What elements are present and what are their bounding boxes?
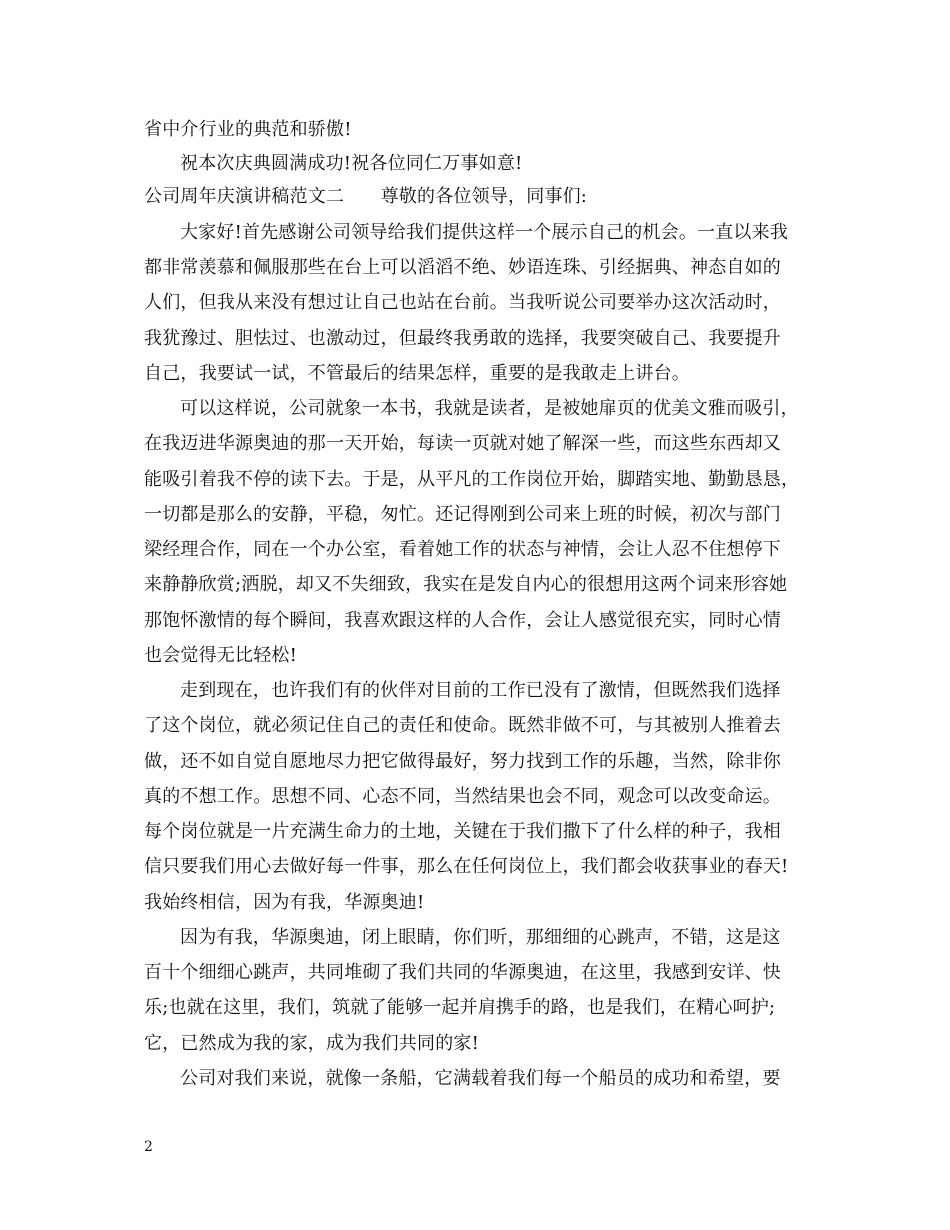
text-line: 梁经理合作，同在一个办公室，看着她工作的状态与神情，会让人忍不住想停下 xyxy=(144,539,781,560)
text-line: 我犹豫过、胆怯过、也激动过，但最终我勇敢的选择，我要突破自己、我要提升 xyxy=(144,328,781,349)
text-line: 信只要我们用心去做好每一件事，那么在任何岗位上，我们都会收获事业的春天! xyxy=(144,856,789,877)
text-line: 百十个细细心跳声，共同堆砌了我们共同的华源奥迪，在这里，我感到安详、快 xyxy=(144,962,781,983)
text-line: 真的不想工作。思想不同、心态不同，当然结果也会不同，观念可以改变命运。 xyxy=(144,786,781,807)
page-number: 2 xyxy=(144,1139,153,1155)
text-line: 自己，我要试一试，不管最后的结果怎样，重要的是我敢走上讲台。 xyxy=(144,363,690,384)
text-line: 因为有我，华源奥迪，闭上眼睛，你们听，那细细的心跳声，不错，这是这 xyxy=(180,927,781,948)
text-line: 可以这样说，公司就象一本书，我就是读者，是被她扉页的优美文雅而吸引， xyxy=(180,398,799,419)
section-heading-line: 公司周年庆演讲稿范文二 尊敬的各位领导，同事们: xyxy=(144,186,588,207)
text-line: 每个岗位就是一片充满生命力的土地，关键在于我们撒下了什么样的种子，我相 xyxy=(144,821,781,842)
text-line: 在我迈进华源奥迪的那一天开始，每读一页就对她了解深一些，而这些东西却又 xyxy=(144,433,781,454)
text-line: 走到现在，也许我们有的伙伴对目前的工作已没有了激情，但既然我们选择 xyxy=(180,680,781,701)
text-line: 都非常羡慕和佩服那些在台上可以滔滔不绝、妙语连珠、引经据典、神态自如的 xyxy=(144,257,781,278)
text-line: 省中介行业的典范和骄傲! xyxy=(144,119,352,140)
text-line: 人们，但我从来没有想过让自己也站在台前。当我听说公司要举办这次活动时， xyxy=(144,292,781,313)
text-line: 也会觉得无比轻松! xyxy=(144,645,298,666)
text-line: 我始终相信，因为有我，华源奥迪! xyxy=(144,892,425,913)
text-line: 祝本次庆典圆满成功!祝各位同仁万事如意! xyxy=(180,153,523,174)
text-line: 能吸引着我不停的读下去。于是，从平凡的工作岗位开始，脚踏实地、勤勤恳恳， xyxy=(144,469,800,490)
text-line: 大家好!首先感谢公司领导给我们提供这样一个展示自己的机会。一直以来我 xyxy=(180,222,789,243)
text-line: 公司对我们来说，就像一条船，它满载着我们每一个船员的成功和希望，要 xyxy=(180,1068,781,1089)
text-line: 乐;也就在这里，我们，筑就了能够一起并肩携手的路，也是我们，在精心呵护; xyxy=(144,997,776,1018)
text-line: 一切都是那么的安静，平稳，匆忙。还记得刚到公司来上班的时候，初次与部门 xyxy=(144,504,781,525)
text-line: 那饱怀激情的每个瞬间，我喜欢跟这样的人合作，会让人感觉很充实，同时心情 xyxy=(144,610,781,631)
text-line: 了这个岗位，就必须记住自己的责任和使命。既然非做不可，与其被别人推着去 xyxy=(144,715,781,736)
text-line: 它，已然成为我的家，成为我们共同的家! xyxy=(144,1033,480,1054)
text-line: 做，还不如自觉自愿地尽力把它做得最好，努力找到工作的乐趣，当然，除非你 xyxy=(144,751,781,772)
text-line: 来静静欣赏;洒脱，却又不失细致，我实在是发自内心的很想用这两个词来形容她 xyxy=(144,574,788,595)
